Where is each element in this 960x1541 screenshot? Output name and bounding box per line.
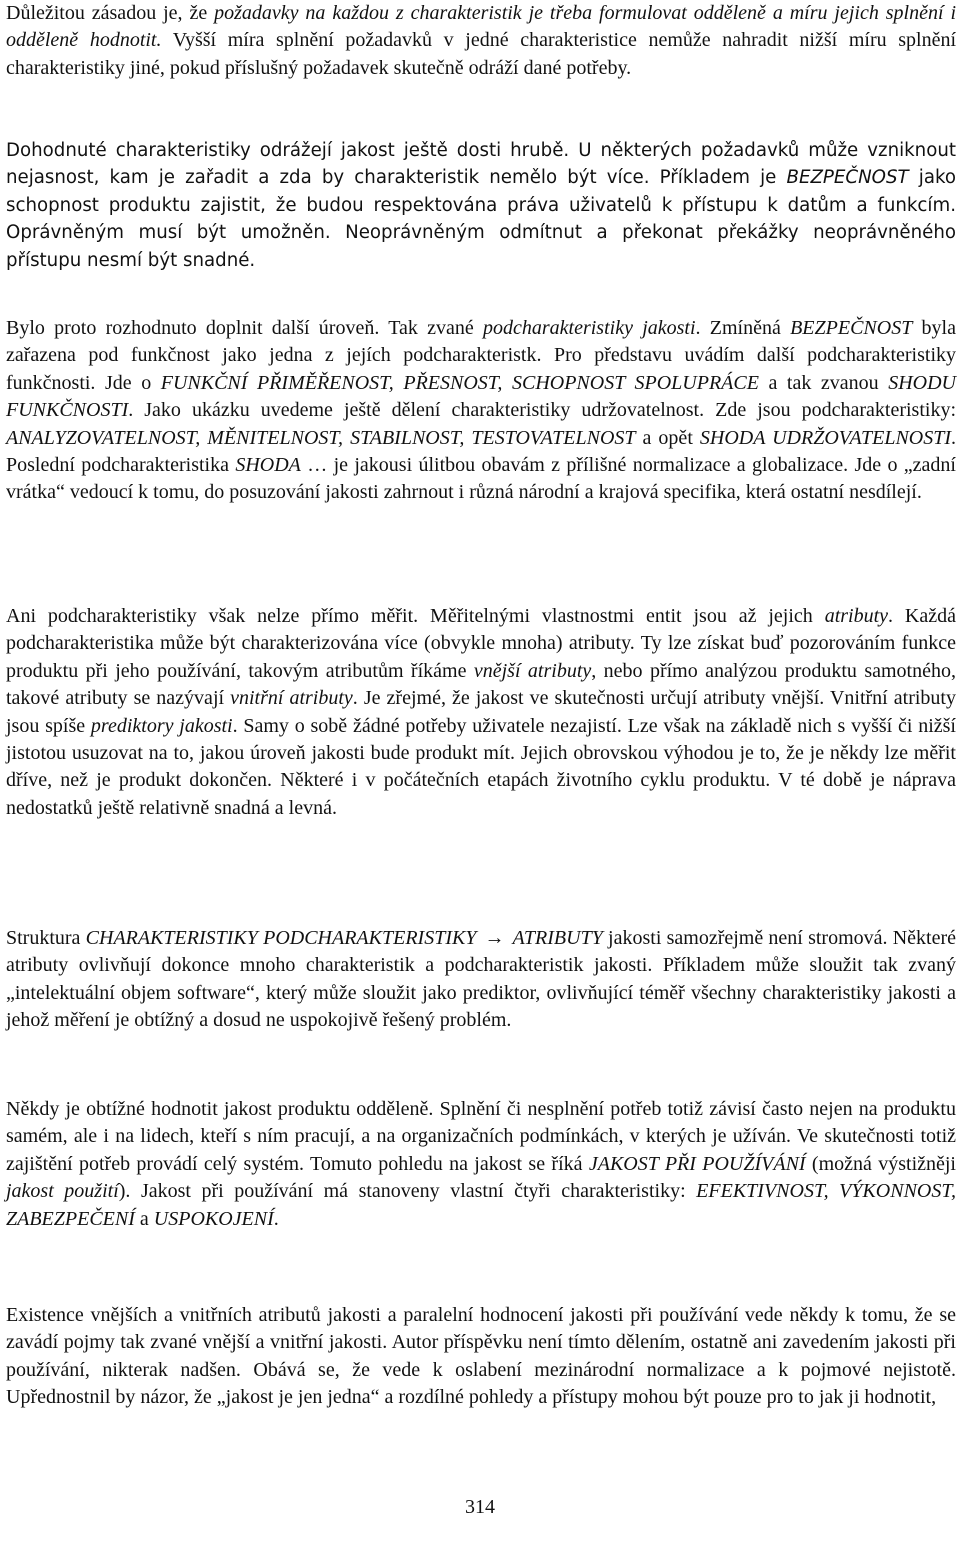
italic-term: SHODA UDRŽOVATELNOSTI [699,426,952,449]
text-run: Ani podcharakteristiky však nelze přímo měřit. Měřitelnými vlastnostmi entit jsou až jejich [6,605,825,627]
italic-term: BEZPEČNOST [790,317,913,339]
text-run: jakosti samozřejmě není stromová. Některé atributy ovlivňují dokonce mnoho charakteristik a podcharakteristik jakosti. Příkladem může sloužit tak zvaný „intelektuální objem software“, který může sloužit jako prediktor, ovlivňující téměř všechny charakteristiky jakosti a jehož měření je obtížný a dosud ne uspokojivě řešený problém. [6,927,957,1032]
italic-term: USPOKOJENÍ [153,1207,274,1230]
text-run: . Zmíněná [695,317,791,339]
paragraph-2 [6,137,956,274]
italic-term: vnitřní atributy [230,687,353,710]
text-run: … je jakousi úlitbou obavám z přílišné normalizace a globalizace. Jde o „zadní vrátka“ vedoucí k tomu, do posuzování jakosti zahrnout i různá národní a krajová specifika, která ostatní nesdílejí. [6,454,956,504]
italic-term: EFEKTIVNOST, VÝKONNOST, ZABEZPEČENÍ [6,1180,956,1230]
italic-term: požadavky na každou z charakteristik je třeba formulovat odděleně a míru jejich splnění i odděleně hodnotit. [6,2,957,52]
text-run: Důležitou zásadou je, že [6,2,215,24]
text-run: jako schopnost produktu zajistit, že budou respektována práva uživatelů k přístupu k datům a funkcím. Oprávněným musí být umožněn. Neoprávněným odmítnut a překonat překážky neoprávněného přístupu nesmí být snadné. [6,167,956,271]
paragraph-5 [6,925,956,1035]
text-run: ). Jakost při používání má stanoveny vlastní čtyři charakteristiky: [118,1180,697,1203]
text-run: . Poslední podcharakteristika [6,426,957,477]
arrow-icon: → [484,927,505,949]
italic-term: SHODA [235,454,301,477]
text-run: . Každá podcharakteristika může být charakterizována více (obvykle mnoha) atributy. Ty lze získat buď pozorováním funkce produktu při jeho používání, takovým atributům říkáme [6,605,957,682]
italic-term: CHARAKTERISTIKY PODCHARAKTERISTIKY [85,927,477,949]
paragraph-7 [6,1302,956,1412]
italic-term: SHODU FUNKČNOSTI [6,371,956,422]
text-run: , nebo přímo analýzou produktu samotného, takové atributy se nazývají [6,659,956,710]
italic-term: podcharakteristiky jakosti [483,317,696,339]
text-run: . Samy o sobě žádné potřeby uživatele nezajistí. Lze však na základě nich s vyšší či nižší jistotou usuzovat na to, jakou úroveň jakosti bude produkt mít. Jejich obrovskou výhodou je to, že je někdy lze měřit dříve, než je produkt dokončen. Některé i v počátečních etapách životního cyklu produktu. V té době je náprava nedostatků ještě relativně snadná a levná. [6,714,956,819]
paragraph-6 [6,1096,956,1233]
page-number: 314 [465,1496,495,1518]
italic-term: atributy [824,605,889,627]
text-run: a [134,1207,154,1230]
text-run: Struktura [6,927,86,949]
text-run: Vyšší míra splnění požadavků v jedné charakteristice nemůže nahradit nižší míru splnění charakteristiky jiné, pokud příslušný požadavek skutečně odráží dané potřeby. [6,29,957,79]
paragraph-3 [6,315,956,507]
text-run: Někdy je obtížné hodnotit jakost produktu odděleně. Splnění či nesplnění potřeb totiž závisí často nejen na produktu samém, ale i na lidech, kteří s ním pracují, a na organizačních podmínkách, v kterých je užíván. Ve skutečnosti totiž zajištění potřeb provádí celý systém. Tomuto pohledu na jakost se říká [6,1098,956,1175]
text-run: . Jako ukázku uvedeme ještě dělení charakteristiky udržovatelnost. Zde jsou podcharakteristiky: [128,399,956,422]
text-run: Existence vnějších a vnitřních atributů jakosti a paralelní hodnocení jakosti při používání vede někdy k tomu, že se zavádí pojmy tak zvané vnější a vnitřní jakosti. Autor příspěvku není tímto dělením, ostatně ani zavedením jakosti při používání, nikterak nadšen. Obává se, že vede k oslabení mezinárodní normalizace a k pojmové nejistotě. Upřednostnil by názor, že „jakost je jen jedna“ a rozdílné pohledy a přístupy mohou být pouze pro to jak ji hodnotit, [6,1304,956,1409]
italic-term: BEZPEČNOST [786,167,909,189]
paragraph-4 [6,603,956,822]
italic-term: ANALYZOVATELNOST, MĚNITELNOST, STABILNOST, TESTOVATELNOST [6,426,636,449]
text-run: Bylo proto rozhodnuto doplnit další úroveň. Tak zvané [6,317,483,339]
text-run: a opět [635,426,700,449]
text-run: a tak zvanou [758,371,889,394]
text-run: . [273,1207,279,1230]
text-run: (možná výstižněji [805,1152,956,1175]
italic-term: ATRIBUTY [512,927,603,949]
italic-term: prediktory jakosti [90,714,233,737]
paragraph-1 [6,0,956,82]
italic-term: FUNKČNÍ PŘIMĚŘENOST, PŘESNOST, SCHOPNOST SPOLUPRÁCE [160,371,759,394]
text-run: . Je zřejmé, že jakost ve skutečnosti určují atributy vnější. Vnitřní atributy jsou spíše [6,687,956,737]
italic-term: JAKOST PŘI POUŽÍVÁNÍ [588,1152,806,1175]
italic-term: vnější atributy [473,659,592,682]
italic-term: jakost použití [6,1180,119,1203]
text-run: byla zařazena pod funkčnost jako jedna z jejích podcharakteristk. Pro představu uvádím další podcharakteristiky funkčnosti. Jde o [6,317,956,394]
text-run: U některých požadavků může vzniknout nejasnost, kam je zařadit a zda by charakteristik nemělo být více. Příkladem je [6,140,956,189]
text-run: Dohodnuté charakteristiky odrážejí jakost ještě dosti hrubě. [6,140,570,161]
